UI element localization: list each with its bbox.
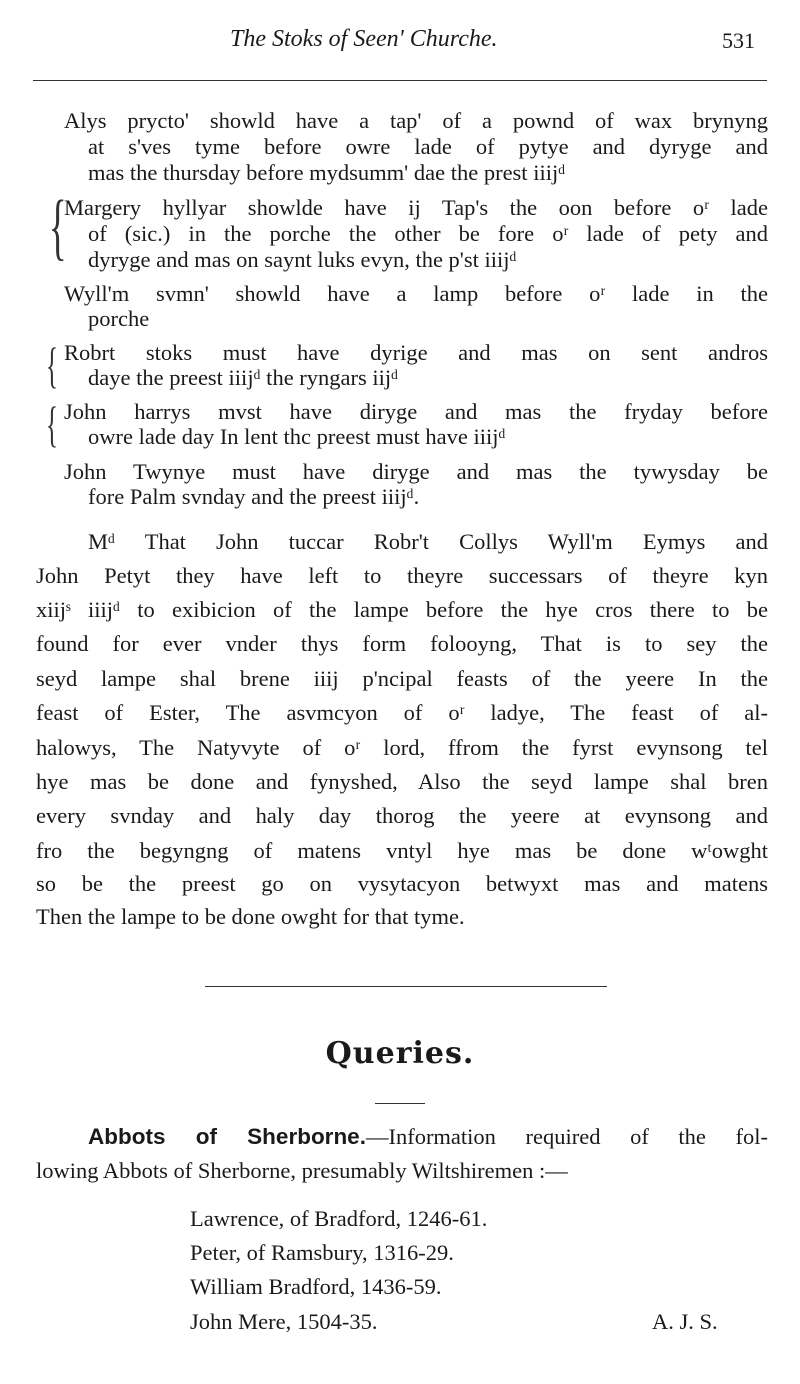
brace-mark: { bbox=[46, 337, 58, 393]
memo-line: seyd lampe shal brene iiij p'ncipal feasts of the yeere In the bbox=[36, 666, 768, 691]
memo-line: Then the lampe to be done owght for that tyme. bbox=[36, 904, 465, 929]
memo-line: found for ever vnder thys form folooyng, That is to sey the bbox=[36, 631, 768, 656]
entry-line: porche bbox=[88, 306, 150, 331]
memo-line: John Petyt they have left to theyre successars of theyre kyn bbox=[36, 563, 768, 588]
queries-heading: Queries. bbox=[325, 1036, 475, 1071]
abbot-item: Lawrence, of Bradford, 1246-61. bbox=[190, 1206, 488, 1231]
memo-line: xiijˢ iiijᵈ to exibicion of the lampe before the hye cros there to be bbox=[36, 597, 768, 622]
query-intro-line bbox=[88, 1124, 768, 1150]
entry-line: dyryge and mas on saynt luks evyn, the p'st iiijᵈ bbox=[88, 247, 517, 272]
entry-line: John harrys mvst have diryge and mas the fryday before bbox=[64, 399, 768, 424]
memo-line: hye mas be done and fynyshed, Also the seyd lampe shal bren bbox=[36, 769, 768, 794]
memo-line: feast of Ester, The asvmcyon of oʳ ladye, The feast of al- bbox=[36, 700, 768, 725]
brace-mark: { bbox=[48, 186, 67, 268]
memo-line: halowys, The Natyvyte of oʳ lord, ffrom the fyrst evynsong tel bbox=[36, 735, 768, 760]
abbot-item: Peter, of Ramsbury, 1316-29. bbox=[190, 1240, 454, 1265]
entry-line: Margery hyllyar showlde have ij Tap's the oon before oʳ lade bbox=[64, 195, 768, 220]
query-intro: —Information required of the fol- bbox=[365, 1124, 768, 1149]
entry-line: fore Palm svnday and the preest iiijᵈ. bbox=[88, 484, 420, 509]
query-intro-line: lowing Abbots of Sherborne, presumably Wiltshiremen :— bbox=[36, 1158, 568, 1183]
page-number: 531 bbox=[722, 28, 755, 53]
abbot-item: William Bradford, 1436-59. bbox=[190, 1274, 442, 1299]
entry-line: mas the thursday before mydsumm' dae the prest iiijᵈ bbox=[88, 160, 566, 185]
query-title: Abbots of Sherborne. bbox=[88, 1124, 366, 1149]
entry-line: daye the preest iiijᵈ the ryngars iijᵈ bbox=[88, 365, 399, 390]
entry-line: owre lade day In lent thc preest must have iiijᵈ bbox=[88, 424, 506, 449]
entry-line: Alys prycto' showld have a tap' of a pownd of wax brynyng bbox=[64, 108, 768, 133]
running-header: The Stoks of Seen' Churche. bbox=[230, 26, 498, 52]
entry-line: of (sic.) in the porche the other be fore oʳ lade of pety and bbox=[88, 221, 768, 246]
entry-line: at s'ves tyme before owre lade of pytye and dyryge and bbox=[88, 134, 768, 159]
entry-line: Robrt stoks must have dyrige and mas on sent andros bbox=[64, 340, 768, 365]
memo-line: Mᵈ That John tuccar Robr't Collys Wyll'm Eymys and bbox=[88, 529, 768, 554]
brace-mark: { bbox=[46, 396, 58, 452]
memo-line: fro the begyngng of matens vntyl hye mas be done wᵗowght bbox=[36, 838, 768, 863]
header-rule bbox=[33, 80, 767, 81]
abbot-item: John Mere, 1504-35. bbox=[190, 1309, 378, 1334]
heading-rule bbox=[375, 1103, 425, 1104]
memo-line: so be the preest go on vysytacyon betwyxt mas and matens bbox=[36, 871, 768, 896]
section-rule bbox=[205, 986, 607, 987]
entry-line: John Twynye must have diryge and mas the tywysday be bbox=[64, 459, 768, 484]
entry-line: Wyll'm svmn' showld have a lamp before oʳ lade in the bbox=[64, 281, 768, 306]
signature: A. J. S. bbox=[652, 1309, 718, 1334]
memo-line: every svnday and haly day thorog the yeere at evynsong and bbox=[36, 803, 768, 828]
